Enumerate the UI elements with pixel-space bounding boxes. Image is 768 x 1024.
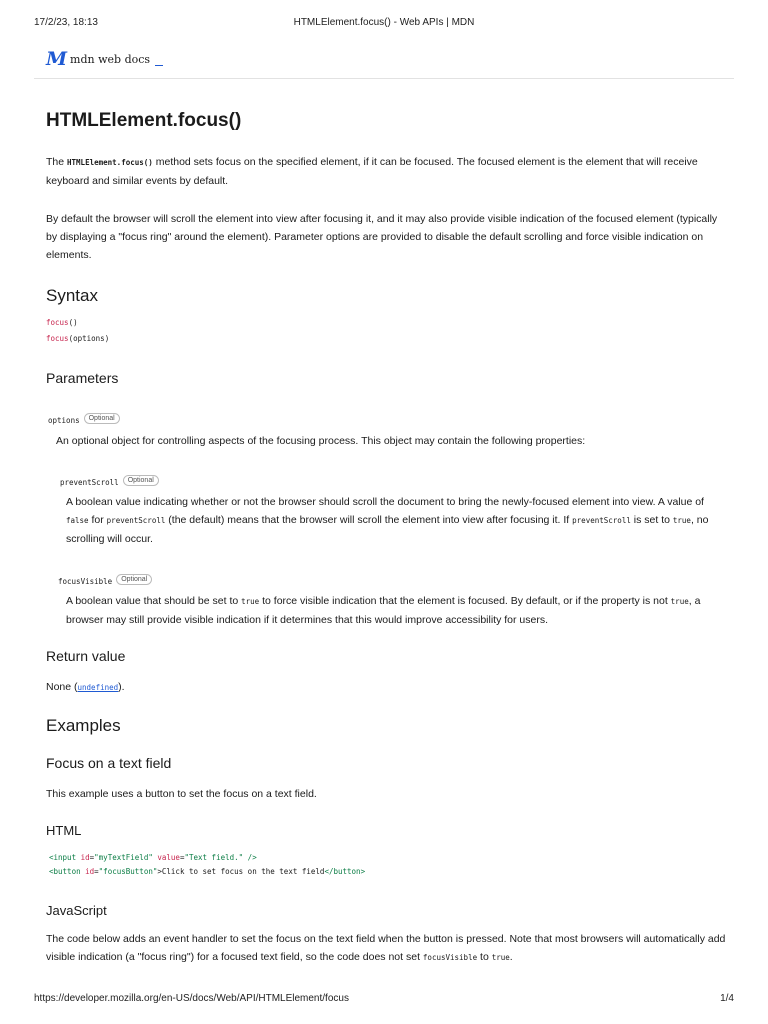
- desc-text: is set to: [630, 514, 673, 526]
- inline-code: true: [672, 516, 691, 525]
- desc-text: A boolean value indicating whether or not the browser should scroll the document to bring the newly-focused element into view. A value of: [66, 496, 704, 508]
- javascript-desc: [46, 930, 726, 967]
- desc-text: None (: [46, 681, 78, 693]
- desc-text: , no scrolling will occur.: [66, 514, 709, 545]
- param-preventscroll-name: preventScroll: [60, 478, 119, 487]
- syntax-line-2: [46, 332, 109, 346]
- syntax-fn: focus: [46, 334, 69, 343]
- desc-text: to: [477, 951, 492, 963]
- mdn-logo-text: mdn web docs: [70, 53, 151, 66]
- inline-code: true: [241, 597, 260, 606]
- optional-badge: Optional: [84, 413, 120, 424]
- desc-text: The code below adds an event handler to set the focus on the text field when the button is pressed. Note that most browsers will automatically add visible indication (a "focus ring") for a focused text field, so the code does not set: [46, 933, 726, 963]
- syntax-fn: focus: [46, 318, 69, 327]
- param-focusvisible-name: focusVisible: [58, 577, 113, 586]
- code-token: id: [85, 867, 95, 876]
- param-focusvisible-desc: [66, 592, 726, 629]
- param-focusvisible-term: [58, 571, 152, 589]
- inline-code: true: [670, 597, 689, 606]
- code-token: "Text field.": [184, 853, 244, 862]
- code-token: "myTextField": [94, 853, 153, 862]
- html-code-line-1: <input id="myTextField" value="Text field." />: [49, 853, 257, 862]
- desc-text: ).: [118, 681, 125, 693]
- undefined-link[interactable]: undefined: [77, 683, 119, 692]
- optional-badge: Optional: [116, 574, 152, 585]
- desc-text: for: [88, 514, 107, 526]
- mdn-logo-icon: M: [46, 48, 66, 70]
- code-token: id: [80, 853, 90, 862]
- code-token: "focusButton": [98, 867, 158, 876]
- inline-code: true: [491, 953, 510, 962]
- html-heading: HTML: [46, 823, 82, 838]
- example-desc: This example uses a button to set the focus on a text field.: [46, 788, 317, 800]
- print-page-number: 1/4: [720, 993, 734, 1004]
- print-date: 17/2/23, 18:13: [34, 17, 98, 28]
- print-url: https://developer.mozilla.org/en-US/docs/Web/API/HTMLElement/focus: [34, 993, 349, 1004]
- header-divider: [34, 78, 734, 79]
- desc-text: .: [509, 951, 513, 963]
- optional-badge: Optional: [123, 475, 159, 486]
- desc-text: (the default) means that the browser will scroll the element into view after focusing it. If: [165, 514, 573, 526]
- code-token: <input: [49, 853, 81, 862]
- param-options-desc: An optional object for controlling aspects of the focusing process. This object may contain the following properties:: [56, 435, 586, 447]
- html-code-line-2: <button id="focusButton">Click to set focus on the text field</button>: [49, 867, 366, 876]
- inline-code: focusVisible: [422, 953, 478, 962]
- code-token: <button: [49, 867, 86, 876]
- inline-code: preventScroll: [572, 516, 631, 525]
- mdn-logo[interactable]: [46, 50, 163, 69]
- inline-code: preventScroll: [106, 516, 166, 525]
- examples-heading: Examples: [46, 716, 121, 735]
- print-page-title: HTMLElement.focus() - Web APIs | MDN: [293, 17, 475, 28]
- intro-text: The: [46, 156, 68, 168]
- syntax-args: (options): [68, 334, 110, 343]
- inline-code: false: [66, 516, 89, 525]
- desc-text: A boolean value that should be set to: [66, 595, 242, 607]
- example-subheading: Focus on a text field: [46, 755, 172, 771]
- param-options-name: options: [48, 416, 80, 425]
- page-title: HTMLElement.focus(): [46, 110, 242, 131]
- parameters-heading: Parameters: [46, 370, 119, 386]
- intro-paragraph-1: [46, 153, 726, 190]
- param-preventscroll-term: [60, 472, 159, 490]
- desc-text: to force visible indication that the element is focused. By default, or if the property is not: [259, 595, 671, 607]
- return-value-text: [46, 678, 125, 697]
- intro-paragraph-2: By default the browser will scroll the element into view after focusing it, and it may also provide visible indication of the focused element (typically by displaying a "focus ring" around the element). Parameter options are provided to disable the default scrolling and force visible indication on elements.: [46, 213, 718, 261]
- logo-cursor-icon: [155, 65, 163, 66]
- return-value-heading: Return value: [46, 648, 126, 664]
- syntax-args: (): [68, 318, 78, 327]
- desc-text: , a browser may still provide visible indication if it determines that this would improve accessibility for users.: [66, 595, 701, 626]
- param-preventscroll-desc: [66, 493, 726, 548]
- code-token: >Click to set focus on the text field: [157, 867, 325, 876]
- code-token: />: [243, 853, 257, 862]
- code-token: value: [157, 853, 180, 862]
- syntax-line-1: [46, 316, 78, 330]
- code-token: </button>: [324, 867, 366, 876]
- intro-code: HTMLElement.focus(): [67, 158, 153, 167]
- param-options-term: [48, 410, 120, 428]
- intro-text: method sets focus on the specified element, if it can be focused. The focused element is the element that will receive keyboard and similar events by default.: [46, 156, 698, 187]
- syntax-heading: Syntax: [46, 286, 98, 305]
- javascript-heading: JavaScript: [46, 903, 107, 918]
